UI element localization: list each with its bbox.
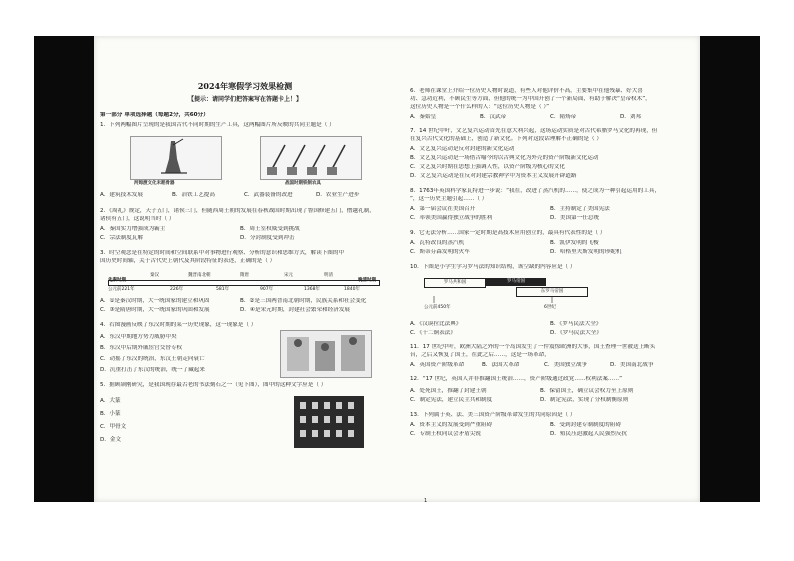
q7-text-1: 7．14 世纪中叶，文艺复兴运动首先在意大利兴起，这场运动实质是对古代希腊罗马文化的再现，但 [410,128,658,134]
q9-options-1 [410,240,694,247]
q7-option-a: A．文艺复兴运动是反对封建的新文化运动 [410,146,515,152]
timeline-label-lateqing: 晚清时期 [358,278,376,283]
rome-label-6c: 6世纪 [544,305,556,310]
q10-options-2 [410,330,694,337]
q4-option-a: A．东汉中期地方势力威胁中央 [100,334,177,340]
q5-option-b: B．小篆 [100,411,121,418]
q11-option-c: C．美国独立战争 [544,362,588,368]
timeline-label-907: 907年 [260,287,274,292]
q1-options [100,192,390,199]
q2-option-c: C．宗法制度瓦解 [100,235,144,241]
timeline-label-226: 226年 [170,287,184,292]
inscription-image [294,396,364,448]
q11-text-2: 台，之后又恢复了国王，在此之后……，这是一场革命， [410,352,550,358]
q6-option-c: C．隋炀帝 [550,114,577,120]
q11-option-d: D．美国南北战争 [610,362,654,368]
q3-option-b: B．②是三国两晋南北朝时期，民族关系和社会变化 [240,298,367,304]
q8-option-b: B．主持制定了美国宪法 [550,206,610,212]
east-rome-box: 东罗马帝国 [516,287,588,297]
q5-option-a: A．大篆 [100,398,121,404]
q10-options-1 [410,321,694,328]
q1-option-d: D．农业生产进步 [316,192,360,198]
inscription-drawing [294,396,364,448]
q12-option-c: C．制定宪法，建立民主共和制度 [410,397,493,403]
cartoon-drawing [281,331,371,377]
q2-options-1 [100,226,390,233]
q1-caption-1: 河姆渡文化未耜骨器 [134,181,175,186]
q4-option-b: B．东汉中后期外戚宦官交替专权 [100,345,183,352]
q8-option-d: D．美国第一任总统 [550,215,600,221]
q9-option-b: B．凯伊发明的飞梭 [550,240,599,246]
q2-option-d: D．分封制度受到冲击 [240,235,295,241]
timeline-label-weijin: 魏晋南北朝 [188,273,211,278]
q9-option-a: A．瓦特改良的蒸汽机 [410,240,465,246]
q12-option-d: D．制定宪法，实现了分权制衡原则 [540,397,629,403]
exam-tip: 【提示：请同学们把答案写在答题卡上！】 [187,96,302,103]
q1-text: 1．下列两幅图片呈现的是我国古代不同时期的生产工具，这两幅图片所反映的共同主题是（ ） [100,122,335,128]
rome-diagram [424,276,594,316]
q3-option-d: D．④是宋元时期，封建社会繁荣和经济发展 [240,307,351,313]
q1-option-a: A．建筑技术发展 [100,192,143,198]
q6-options [410,114,694,121]
q8-text-1: 8．1763年英国科学家瓦特进一步说：“我在，改进了蒸汽机的……，使之成为一种引起运用的工具， [410,188,661,194]
q13-option-a: A．资本主义的发展受到严重阻碍 [410,422,493,428]
timeline-label-songyuan: 宋元 [284,273,293,278]
q11-option-a: A．英国资产阶级革命 [410,362,465,368]
q6-option-b: B．汉武帝 [480,114,507,120]
q9-text: 9．它无法分析……国家一定时期是高技术应用创立的，最具有代表性的是（ ） [410,230,606,236]
timeline-label-mingqing: 明清 [324,273,333,278]
q8-option-a: A．第一届会议在美国召开 [410,206,476,212]
rome-republic-box: 罗马共和国 [424,278,486,288]
q1-option-c: C．武器装备的改进 [244,192,293,198]
part-heading: 第一部分 单项选择题（每题2分，共60分） [100,112,209,118]
q6-text-3: 这位历史人物是一个什么样的人：“这位历史人物是（ ）” [410,104,550,110]
q4-text: 4．右图漫画反映了东汉时期的某一历史现象，这一现象是（ ） [100,322,257,328]
q3-text-2: 国历史时间轴，关于古代史上朝代及其阶段特征的表述，正确的是（ ） [100,258,276,264]
q10-text: 10．下图是小学生学习罗马法的知识结构，该空缺的内容应是（ ） [410,264,576,270]
q7-option-c: C．文艺复兴时期在思想上强调人性，以资产阶级为核心的文化 [410,164,565,170]
q6-text-1: 6．老师在课堂上介绍一位历史人物时说道，有些人对他评价不高，主要集中在他残暴、好大喜 [410,88,643,94]
timeline-label-1840: 1840年 [344,287,360,292]
q5-text: 5．据顾颉刚研究，是我国现存最古老的书法刻石之一（见下图），图中的这种文字应是（ ） [100,382,327,388]
q13-option-c: C．专制王权同议会矛盾尖锐 [410,431,482,437]
q12-options-2 [410,397,694,404]
exam-title: 2024年寒假学习效果检测 [197,81,293,91]
q7-option-d: D．文艺复兴运动是在反对封建宗教神学中为资本主义发展开辟道路 [410,173,577,179]
rome-empire-box: 罗马帝国 [486,278,546,286]
timeline-label-1368: 1368年 [304,287,320,292]
bone-tool-image [130,136,222,180]
q10-option-b: B．《罗马民法大全》 [550,321,602,327]
timeline-label-preqin: 先秦时期 [108,278,126,283]
q3-options-2 [100,307,390,314]
q9-options-2 [410,249,694,256]
q6-text-2: 功、急功近利，不顾民生等方面，但他的统一为中国开创了一个新局面，有助于解决“皇帝权术”， [410,96,651,102]
q7-option-b: B．文艺复兴运动是一场借古喻今的以古典文化为外壳的资产阶级新文化运动 [410,155,599,161]
q11-options [410,362,694,369]
scan-border-left [34,36,94,502]
q1-option-b: B．冶铁工艺提高 [172,192,215,198]
q11-text-1: 11．17 世纪中叶，欧洲大陆之外的一个岛国发生了一件震惊欧洲的大事，国王查理一世被送上断头 [410,344,656,350]
q2-options-2 [100,235,390,242]
scan-border-right [700,36,760,502]
q12-text: 12．“17 世纪，英国人并非推翻国王统治……，资产阶级通过政党……权利法案……” [410,376,622,382]
q9-option-d: D．哈格里夫斯发明的珍妮机 [550,249,622,255]
timeline-label-suitang: 隋唐 [240,273,249,278]
q5-option-d: D．金文 [100,437,122,444]
q4-option-d: D．沉重打击了东汉的统治，统一了藏起来 [100,367,205,374]
q2-option-a: A．秦国实力增强成为霸主 [100,226,166,232]
q13-text: 13．下列属于英、法、美三国资产阶级革命发生的共同原因是（ ） [410,412,576,418]
timeline-bar [108,280,380,286]
q3-option-c: C．③是隋唐时期，大一统国家的巩固和发展 [100,307,210,313]
q6-option-d: D．刘邦 [620,114,642,120]
iron-tools-drawing [261,137,361,179]
q4-option-c: C．动摇了东汉的统治，东汉王朝走向衰亡 [100,356,205,363]
timeline-label-581: 581年 [216,287,230,292]
timeline-label-221bc: 公元前221年 [108,287,135,292]
q8-text-2: ”，这一历史主题引起……（ ） [410,196,488,202]
q2-text-1: 2．《周礼》规定，天子五门，诸侯三门，但随西周王朝的发展在春秋战国时期出现了鲁国修建五门，僭越礼制， [100,208,375,214]
q5-option-c: C．甲骨文 [100,424,127,431]
q12-options-1 [410,388,694,395]
q6-option-a: A．秦始皇 [410,114,437,120]
q8-option-c: C．率领美国赢得独立战争的胜利 [410,215,493,221]
timeline-label-qinhan: 秦汉 [150,273,159,278]
q7-text-2: 在复兴古代文化的基础上，创造了新文化。下列对这段话理解不正确的是（ ） [410,136,602,142]
rome-label-450bc: 公元前450年 [424,305,451,310]
q3-option-a: A．①是秦汉时期，大一统国家的建立和巩固 [100,298,210,304]
rome-arrows [424,296,594,304]
q3-text-1: 3．时空观念是在特定的时间和空间联系中对事物进行观察、分析的意识和思维方式，解读下图的中 [100,250,345,256]
iron-tools-image [260,136,362,180]
q9-option-c: C．斯蒂芬森发明的火车 [410,249,470,255]
q13-options-2 [410,431,694,438]
q13-option-d: D．殖民压迫激起人民强烈反抗 [550,431,628,437]
q10-option-d: D．《罗马民法大全》 [550,330,602,336]
page-number: 1 [424,498,428,502]
q8-options-2 [410,215,694,222]
q2-text-2: 诸侯有五门，这说明当时（ ） [100,216,175,222]
exam-paper [94,36,700,502]
q8-options-1 [410,206,694,213]
q1-caption-2: 战国时期铁制农具 [285,181,321,186]
cartoon-image [280,330,372,378]
q4-options [100,334,270,375]
q10-option-a: A．《汉谟拉比法典》 [410,321,462,327]
q13-option-b: B．受到封建专制制度的阻碍 [550,422,621,428]
q5-options [100,398,220,445]
q10-option-c: C．《十二铜表法》 [410,330,456,336]
q11-option-b: B．法国大革命 [482,362,520,368]
history-timeline [108,272,378,292]
q13-options-1 [410,422,694,429]
q3-options-1 [100,298,390,305]
q2-option-b: B．周王室权威受到挑战 [240,226,300,232]
q12-option-a: A．处死国王，推翻了封建王朝 [410,388,487,394]
q12-option-b: B．保留国王，确立议会权力至上原则 [540,388,634,394]
bone-tool-drawing [131,137,221,179]
